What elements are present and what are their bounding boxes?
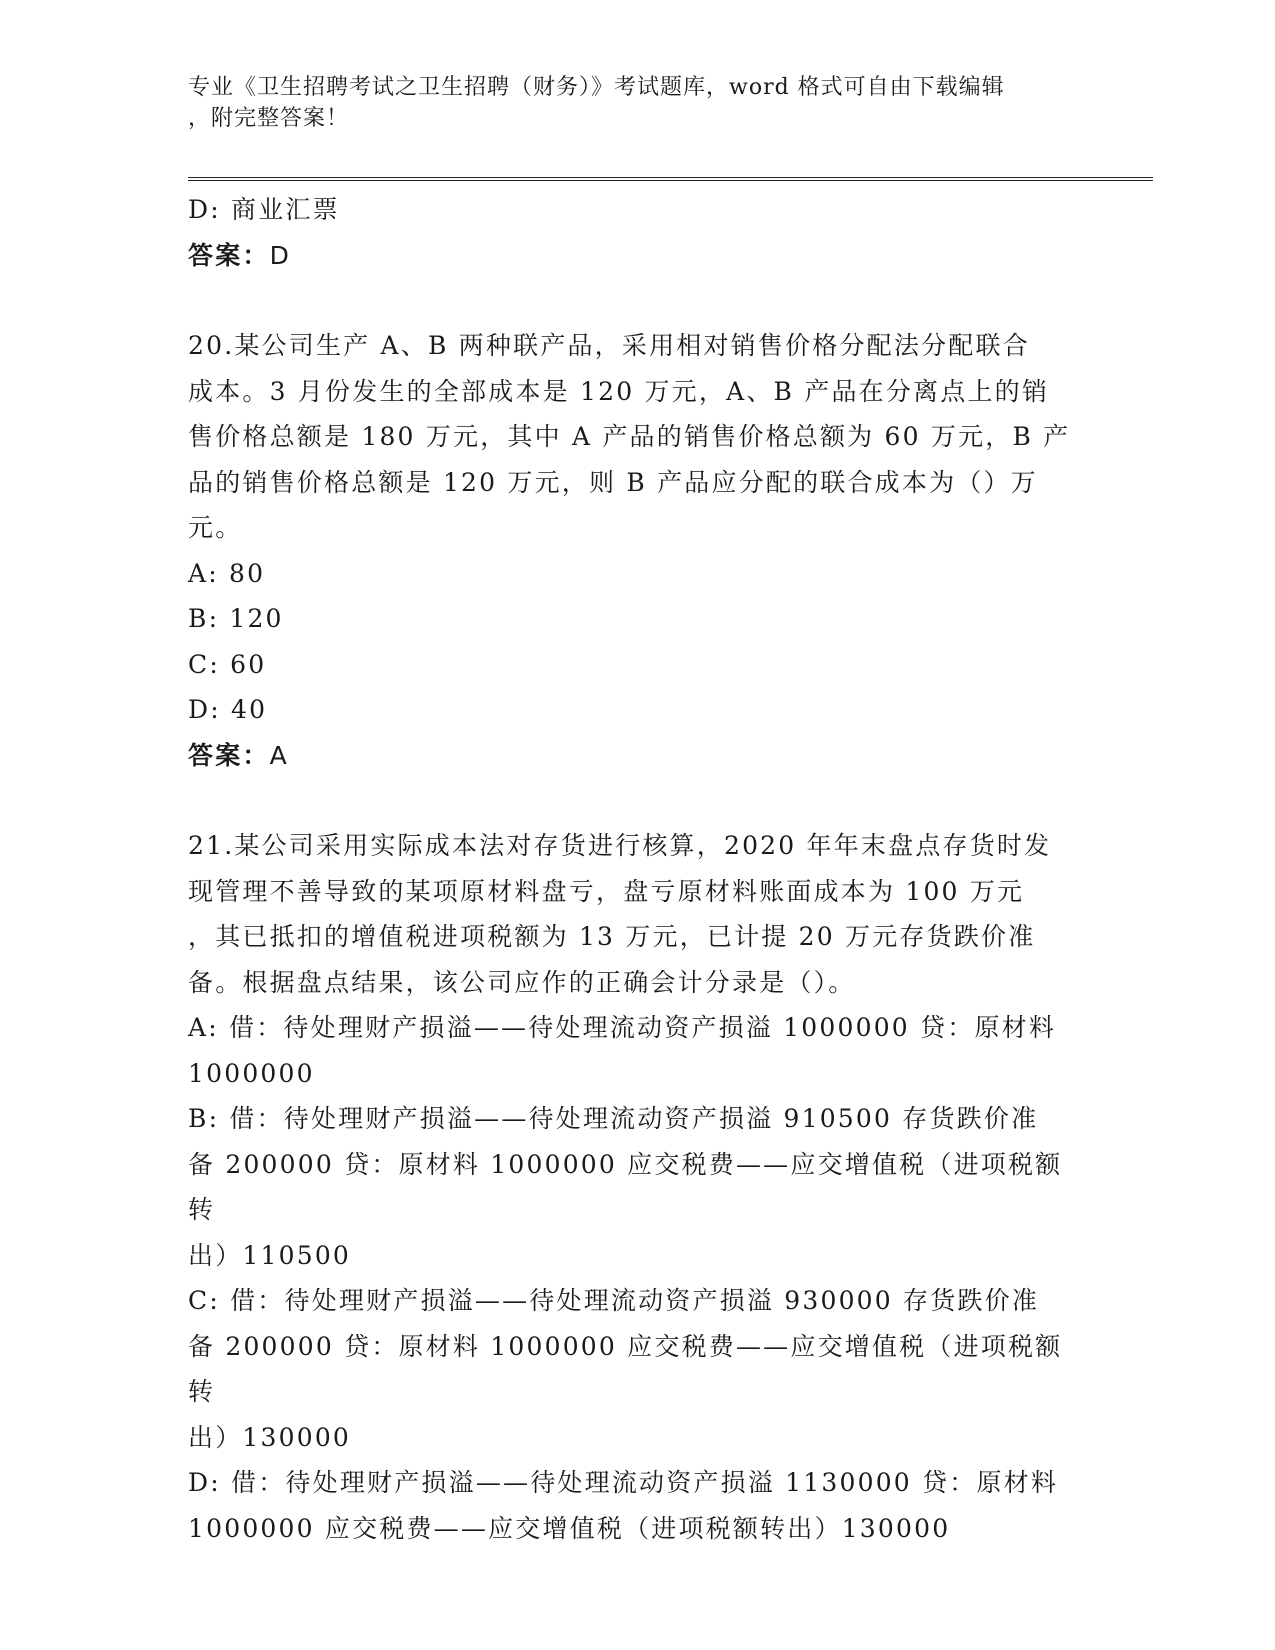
document-header — [188, 72, 1068, 134]
answer-value: A — [269, 740, 289, 770]
question-text-line: 21.某公司采用实际成本法对存货进行核算，2020 年年末盘点存货时发 — [188, 831, 1052, 860]
option-b: B: 120 — [188, 604, 284, 633]
question-text-line: 备。根据盘点结果，该公司应作的正确会计分录是（）。 — [188, 967, 856, 997]
option-a: A: 80 — [188, 558, 266, 588]
header-line-1: 专业《卫生招聘考试之卫生招聘（财务）》考试题库，word 格式可自由下载编辑 — [188, 75, 1005, 100]
question-text-line: 元。 — [188, 513, 243, 542]
spacer — [188, 778, 1088, 823]
header-line-2: ，附完整答案！ — [188, 106, 350, 131]
option-c: C: 60 — [188, 649, 267, 679]
document-body — [188, 187, 1088, 1551]
option-line: B: 借：待处理财产损溢——待处理流动资产损溢 910500 存货跌价准 — [188, 1104, 1039, 1133]
question-20-answer — [188, 733, 1088, 779]
prev-option-d: D: 商业汇票 — [188, 195, 340, 224]
option-line: C: 借：待处理财产损溢——待处理流动资产损溢 930000 存货跌价准 — [188, 1286, 1040, 1315]
question-text-line: ，其已抵扣的增值税进项税额为 13 万元，已计提 20 万元存货跌价准 — [188, 922, 1036, 951]
spacer — [188, 278, 1088, 323]
option-line: 1000000 — [188, 1058, 315, 1088]
option-line: 出）130000 — [188, 1422, 352, 1452]
answer-label: 答案： — [188, 240, 270, 270]
option-line: D: 借：待处理财产损溢——待处理流动资产损溢 1130000 贷：原材料 — [188, 1468, 1059, 1497]
question-text-line: 成本。3 月份发生的全部成本是 120 万元，A、B 产品在分离点上的销 — [188, 376, 1050, 406]
question-20 — [188, 323, 1088, 778]
question-text-line: 20.某公司生产 A、B 两种联产品，采用相对销售价格分配法分配联合 — [188, 331, 1030, 360]
question-21 — [188, 823, 1088, 1551]
option-d: D: 40 — [188, 695, 268, 724]
option-line: 备 200000 贷：原材料 1000000 应交税费——应交增值税（进项税额转 — [188, 1331, 1063, 1406]
question-text-line: 售价格总额是 180 万元，其中 A 产品的销售价格总额为 60 万元，B 产 — [188, 422, 1071, 451]
option-line: A: 借：待处理财产损溢——待处理流动资产损溢 1000000 贷：原材料 — [188, 1013, 1057, 1042]
question-text-line: 现管理不善导致的某项原材料盘亏，盘亏原材料账面成本为 100 万元 — [188, 876, 1025, 906]
question-text-line: 品的销售价格总额是 120 万元，则 B 产品应分配的联合成本为（）万 — [188, 467, 1038, 497]
option-line: 备 200000 贷：原材料 1000000 应交税费——应交增值税（进项税额转 — [188, 1149, 1063, 1224]
option-line: 1000000 应交税费——应交增值税（进项税额转出）130000 — [188, 1513, 951, 1543]
header-divider — [188, 177, 1153, 181]
answer-value: D — [269, 240, 292, 270]
option-line: 出）110500 — [188, 1240, 352, 1270]
prev-answer — [188, 233, 1088, 279]
answer-label: 答案： — [188, 740, 270, 770]
